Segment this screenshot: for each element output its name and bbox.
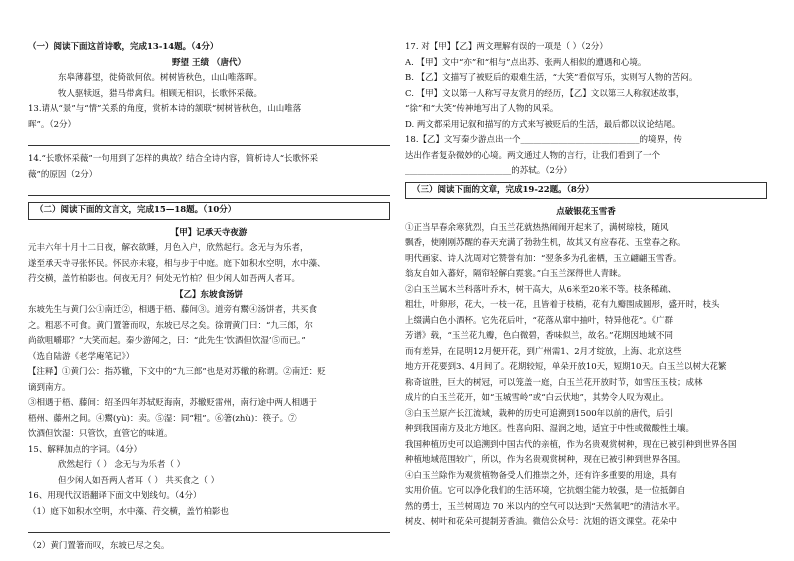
note: 饮酒但饮湿：只管饮，直管它的味道。 bbox=[28, 429, 173, 439]
note: 谪到南方。 bbox=[28, 382, 71, 393]
poem-line: 牧人驱犊返，猎马带禽归。相顾无相识，长歌怀采薇。 bbox=[58, 88, 263, 99]
question-16-1: （1）庭下如积水空明，水中藻、荇交横，盖竹柏影也 bbox=[28, 506, 229, 517]
paragraph-4: 然的勇士，玉兰树周边 70 米以内的空气可以达到“天然氧吧”的清洁水平。 bbox=[405, 501, 685, 512]
passage-line: 东坡先生与黄门公①南迁②，相遇于梧、藤间③。道旁有鬻④汤饼者，共买食 bbox=[28, 305, 318, 315]
question-13-cont: 晖”。（2分） bbox=[28, 119, 77, 130]
paragraph-4: ④白玉兰除作为观赏植物备受人们推崇之外，还有许多重要的用途，具有 bbox=[405, 470, 678, 481]
answer-line[interactable] bbox=[28, 520, 390, 533]
paragraph-2: 地方开花要到3、4月间了。花期较短，单朵开放10天，短期10天。白玉兰以树大花繁 bbox=[405, 362, 727, 372]
question-16: 16、用现代汉语翻译下面文中划线句。（4分） bbox=[28, 491, 202, 501]
paragraph-1: 翁友自如入蕃好，隔帘轻解白霓裳。”白玉兰深得世人青睐。 bbox=[405, 269, 627, 279]
option-c[interactable]: C. 【甲】文以第一人称写寻友赏月的经历，【乙】文以第三人称叙述故事， bbox=[405, 88, 685, 99]
paragraph-2: ②白玉兰属木兰科落叶乔木，树干高大，从6米至20米不等。枝条稀疏、 bbox=[405, 284, 677, 295]
question-15: 15、解释加点的字词。（4分） bbox=[28, 444, 142, 455]
paragraph-2: 上缀满白色小酒杯。它先花后叶，“花落从窜中抽叶，特异他花”。《广群 bbox=[405, 315, 673, 326]
paragraph-2: 而有差异，在昆明12月便开花，到广州需1、2月才绽放，上海、北京这些 bbox=[405, 346, 682, 357]
passage-title: 【甲】记承天寺夜游 bbox=[170, 227, 248, 238]
paragraph-1: 明代画家、诗人沈周对它赞誉有加：“翌条多为孔雀栖，玉立翩翩玉雪香。 bbox=[405, 253, 682, 264]
section-title: （三）阅读下面的文章，完成19-22题。（8分） bbox=[412, 184, 594, 195]
question-15-items[interactable]: 欣然起行（ ） 念无与为乐者（ ） bbox=[58, 460, 186, 470]
question-14-cont: 薇”的原因（2分） bbox=[28, 169, 98, 180]
paragraph-2: 称奇谊胜，巨大的树冠，可以笼盖一庭，白玉兰花开放时节，如雪压玉枝；成林 bbox=[405, 377, 703, 388]
question-13: 13.请从“景”与“情”关系的角度，赏析本诗的颔联“树树皆秋色，山山唯落 bbox=[28, 104, 302, 114]
passage-line: 元丰六年十月十二日夜，解衣欲睡，月色入户，欣然起行。念无与为乐者， bbox=[28, 243, 309, 253]
paragraph-3: ③白玉兰原产长江流域，栽种的历史可追溯到1500年以前的唐代，后引 bbox=[405, 408, 674, 419]
paragraph-2: 粗壮，叶卵形，花大，一枝一花，且皆着于枝梢，花有九瓣围成圆形，盛开时，枝头 bbox=[405, 300, 720, 310]
left-column bbox=[28, 40, 390, 555]
paragraph-1: ①正当早春余寒犹烈，白玉兰花就热热闹闹开起来了，满树琼枝，随风 bbox=[405, 222, 669, 233]
passage-line: 尚欲咀嚼耶？”大笑而起。秦少游闻之，曰：“此先生‘饮酒但饮湿’⑤而已。” bbox=[28, 336, 306, 346]
option-d[interactable]: D. 两文都采用记叙和描写的方式来写被贬后的生活，最后都以议论结尾。 bbox=[405, 119, 681, 130]
passage-source: （选自陆游《老学庵笔记》） bbox=[28, 351, 135, 362]
poem-title: 野望 王绩 （唐代） bbox=[172, 57, 246, 68]
paragraph-1: 飘香，使刚刚苏醒的春天充满了勃勃生机，故其又有应春花、玉堂春之称。 bbox=[405, 238, 686, 248]
question-15-items[interactable]: 但少闲人如吾两人者耳（ ） 共买食之（ ） bbox=[58, 475, 220, 486]
answer-line[interactable] bbox=[28, 183, 390, 196]
poem-line: 东皋薄暮望，徙倚欲何依。树树皆秋色，山山唯落晖。 bbox=[58, 73, 263, 83]
paragraph-3: 我国种植历史可以追溯到中国古代的亲植，作为名贵观赏树种，现在已被引种到世界各国 bbox=[405, 439, 737, 450]
passage-line: 之。粗恶不可食。黄门置箸而叹，东坡已尽之矣。徐谓黄门曰：“九三郎，尔 bbox=[28, 320, 313, 331]
passage-line: 遂至承天寺寻张怀民。怀民亦未寝，相与步于中庭。庭下如积水空明，水中藻、 bbox=[28, 258, 326, 269]
question-16-2: （2）黄门置箸而叹，东坡已尽之矣。 bbox=[28, 541, 170, 551]
paragraph-2: 成片的白玉兰花开，如“玉城雪岭”或“白云伏地”，其势令人叹为观止。 bbox=[405, 393, 669, 403]
section-title: （一）阅读下面这首诗歌，完成13-14题。（4分） bbox=[28, 42, 219, 52]
option-c-cont: “徐”和“大笑”传神地写出了人物的风采。 bbox=[405, 104, 559, 114]
paragraph-3: 种植地域范围较广，所以，作为名贵观赏树种，现在已被引种到世界各国。 bbox=[405, 455, 686, 465]
question-18: 18.【乙】文写秦少游点出一个____________________________的境界，传 bbox=[405, 135, 683, 145]
paragraph-4: 实用价值。它可以净化我们的生活环境，它抗烟尘能力较强，是一位抵御自 bbox=[405, 486, 686, 496]
question-17: 17. 对【甲】【乙】两文理解有误的一项是（ ）（2分） bbox=[405, 42, 608, 52]
article-title: 点破银花玉雪香 bbox=[556, 207, 616, 217]
section-2-box bbox=[28, 202, 390, 220]
right-column bbox=[405, 40, 767, 531]
question-18-cont: _________________________的苏轼。（2分） bbox=[405, 166, 572, 176]
note: 梧州、藤州之间。④鬻(yù)：卖。⑤湿：同“粗”。⑥箸(zhù)：筷子。⑦ bbox=[28, 413, 297, 424]
answer-line[interactable] bbox=[28, 133, 390, 146]
paragraph-2: 芳谱》载，“玉兰花九瓣，色白微碧，香味似兰，故名。”花期因地域不同 bbox=[405, 331, 673, 341]
passage-line: 荇交横，盖竹柏影也。何夜无月？何处无竹柏？但少闲人如吾两人者耳。 bbox=[28, 274, 301, 284]
question-14: 14.“长歌怀采薇”一句用到了怎样的典故？结合全诗内容，简析诗人“长歌怀采 bbox=[28, 154, 319, 164]
option-a[interactable]: A. 【甲】文中“亦”和“相与”点出苏、张两人相似的遭遇和心境。 bbox=[405, 57, 647, 68]
section-title: （二）阅读下面的文言文，完成15—18题。（10分） bbox=[35, 205, 237, 215]
question-18-cont: 达出作者复杂微妙的心境。两文通过人物的言行，让我们看到了一个 bbox=[405, 150, 661, 161]
paragraph-4: 树皮、树叶和花朵可提制芳香油。微信公众号：沈姐的语文课堂。花朵中 bbox=[405, 517, 678, 527]
paragraph-3: 种到我国南方及北方地区。性喜向阳、湿润之地，适宜于中性或微酸性土壤。 bbox=[405, 424, 695, 434]
section-3-box bbox=[405, 182, 767, 200]
note: 【注释】①黄门公：指苏辙，下文中的“九三郎”也是对苏辙的称谓。②南迁：贬 bbox=[28, 367, 326, 377]
note: ③相遇于梧、藤间：绍圣四年苏轼贬海南，苏辙贬雷州，南行途中两人相遇于 bbox=[28, 398, 318, 408]
passage-title: 【乙】东坡食汤饼 bbox=[174, 289, 243, 300]
option-b[interactable]: B. 【乙】文描写了被贬后的艰难生活，“大笑”看似写乐，实则写人物的苦闷。 bbox=[405, 73, 698, 83]
